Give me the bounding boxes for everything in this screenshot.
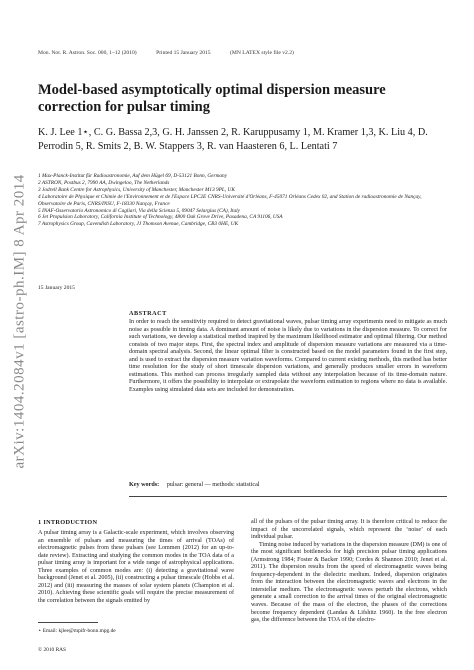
running-header [38, 50, 312, 56]
footnote-divider [38, 622, 98, 623]
paper-title: Model-based asymptotically optimal dispersion measure correction for pulsar timing [38, 82, 386, 115]
abstract-heading: ABSTRACT [129, 310, 167, 317]
affiliation: 2 ASTRON, Postbus 2, 7990 AA, Dwingeloo, The Netherlands [38, 179, 170, 186]
affiliation: 6 Jet Propulsion Laboratory, California Institute of Technology, 4800 Oak Grove Drive, Pasadena, CA 91106, USA [38, 214, 283, 221]
section-heading: 1 INTRODUCTION [38, 519, 98, 526]
affiliation: 1 Max-Planck-Institut für Radioastronomie, Auf dem Hügel 69, D-53121 Bonn, Germany [38, 173, 228, 179]
copyright: © 2010 RAS [38, 647, 67, 653]
intro-column-right [251, 519, 447, 625]
keywords-label: Key words: [129, 482, 160, 488]
affiliation: 4 Laboratoire de Physique et Chimie de l'Environnement et de l'Espace LPC2E CNRS-Université d'Orléans, F-45071 Orléans Cedex 02, and Station de radioastronomie de Nançay, Observatoire de Paris, CNRS/INSU, F-18330 Nançay, France [38, 193, 422, 207]
journal-citation: Mon. Not. R. Astron. Soc. 000, 1–12 (2010) [38, 50, 137, 56]
intro-paragraph: Timing noise induced by variations in the dispersion measure (DM) is one of the most significant bottlenecks for high precision pulsar timing applications (Armstrong 1984; Foster & Backer 1990; Cordes & Shannon 2010; Jenet et al. 2011). The dispersion results from the speed of electromagnetic waves being frequency-dependent in the dielectric medium. Indeed, dispersion originates from the interaction between the electromagnetic waves and electrons in the interstellar medium. The electromagnetic waves perturb the electrons, which generate a small correction to the arrival times of the original electromagnetic waves. Because of the mass of the electron, the phases of the corrections become frequency dependent (Landau & Lifshitz 1960). In the free electron gas, the difference between the TOA of the electro- [251, 541, 447, 624]
affiliations [38, 173, 448, 228]
affiliation: 5 INAF-Osservatorio Astronomico di Cagliari, Via della Scienza 5, 09047 Selargius (CA), Italy [38, 207, 241, 214]
intro-paragraph: all of the pulsars of the pulsar timing array. It is therefore critical to reduce the impact of the uncorrelated signals, which represent the ‘noise’ of each individual pulsar. [251, 519, 447, 541]
affiliation: 3 Jodrell Bank Centre for Astrophysics, University of Manchester, Manchester M13 9PL, UK [38, 186, 235, 193]
keywords-value: pulsar: general — methods: statistical [166, 482, 260, 488]
footnote-email: ⋆ Email: kjlee@mpifr-bonn.mpg.de [38, 628, 116, 634]
style-note: (MN LATEX style file v2.2) [230, 50, 294, 56]
paper-date: 15 January 2015 [38, 285, 75, 291]
author-list: K. J. Lee 1⋆, C. G. Bassa 2,3, G. H. Janssen 2, R. Karuppusamy 1, M. Kramer 1,3, K. Liu 4, D. Perrodin 5, R. Smits 2, B. W. Stappers 3, R. van Haasteren 6, L. Lentati 7 [38, 127, 428, 152]
arxiv-side-label: arXiv:1404.2084v1 [astro-ph.IM] 8 Apr 2014 [11, 174, 28, 469]
abstract-divider [129, 496, 447, 497]
affiliation: 7 Astrophysics Group, Cavendish Laboratory, JJ Thomson Avenue, Cambridge, CB3 0HE, UK [38, 221, 239, 228]
printed-date: Printed 15 January 2015 [156, 50, 211, 56]
intro-column-left: A pulsar timing array is a Galactic-scale experiment, which involves observing an ensemble of pulsars and measuring the times of arrival (TOAs) of electromagnetic pulses from these pulsars (see Lommen (2012) for an up-to-date review). Extracting and studying the common modes in the TOA data of a pulsar timing array is important for a wide range of astrophysical applications. Three examples of common modes are: (i) detecting a gravitational wave background (Jenet et al. 2005), (ii) constructing a pulsar timescale (Hobbs et al. 2012) and (iii) measuring the masses of solar system planets (Champion et al. 2010). Achieving these scientific goals will require the precise measurement of the correlation between the signals emitted by [38, 530, 234, 604]
keywords [129, 482, 447, 488]
abstract-text: In order to reach the sensitivity required to detect gravitational waves, pulsar timing array experiments need to mitigate as much noise as possible in timing data. A dominant amount of noise is likely due to variations in the dispersion measure. To correct for such variations, we develop a statistical method inspired by the maximum likelihood estimator and optimal filtering. Our method consists of two major steps. First, the spectral index and amplitude of dispersion measure variations are measured via a time-domain spectral analysis. Second, the linear optimal filter is constructed based on the model parameters found in the first step, and is used to extract the dispersion measure variation waveforms. Compared to current existing methods, this method has better time resolution for the study of short timescale dispersion variations, and generally produces smaller errors in waveform estimations. This method can process irregularly sampled data without any interpolation because of its time-domain nature. Furthermore, it offers the possibility to interpolate or extrapolate the waveform estimation to regions where no data is available. Examples using simulated data sets are included for demonstration. [129, 319, 447, 393]
